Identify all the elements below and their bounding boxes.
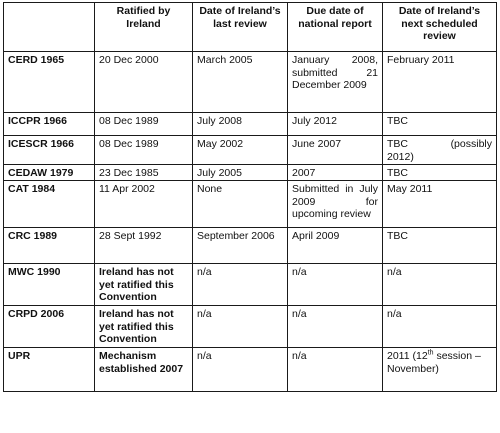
report-due-cell: January 2008, submitted 21 December 2009 (288, 52, 383, 113)
table-row (4, 165, 497, 181)
ratified-cell: 28 Sept 1992 (95, 228, 193, 264)
next-review-cell: n/a (383, 306, 497, 348)
ratified-cell: 20 Dec 2000 (95, 52, 193, 113)
last-review-cell: March 2005 (193, 52, 288, 113)
convention-cell: UPR (4, 348, 95, 392)
last-review-cell: n/a (193, 306, 288, 348)
table-row (4, 348, 497, 392)
next-review-post: session – November) (387, 350, 481, 375)
report-due-cell: n/a (288, 348, 383, 392)
table-row (4, 228, 497, 264)
ratified-cell: Ireland has not yet ratified this Convention (95, 306, 193, 348)
ratified-cell: 23 Dec 1985 (95, 165, 193, 181)
next-review-cell: n/a (383, 264, 497, 306)
treaty-review-table (3, 2, 497, 392)
table-row (4, 264, 497, 306)
ratified-cell: Mechanism established 2007 (95, 348, 193, 392)
table-row (4, 113, 497, 136)
next-review-cell: TBC (383, 165, 497, 181)
ratified-cell: Ireland has not yet ratified this Convention (95, 264, 193, 306)
convention-cell: CRPD 2006 (4, 306, 95, 348)
convention-cell: ICCPR 1966 (4, 113, 95, 136)
next-review-status: TBC (387, 138, 408, 150)
next-review-pre: 2011 (12 (387, 350, 428, 362)
ratified-cell: 08 Dec 1989 (95, 136, 193, 165)
report-due-cell: July 2012 (288, 113, 383, 136)
header-report-due: Due date of national report (288, 3, 383, 52)
header-last-review: Date of Ireland’s last review (193, 3, 288, 52)
next-review-cell (383, 136, 497, 165)
header-convention (4, 3, 95, 52)
convention-cell: CAT 1984 (4, 181, 95, 228)
header-next-review: Date of Ireland’s next scheduled review (383, 3, 497, 52)
report-due-cell: June 2007 (288, 136, 383, 165)
table-row (4, 136, 497, 165)
table-row (4, 306, 497, 348)
next-review-cell: TBC (383, 113, 497, 136)
convention-cell: CEDAW 1979 (4, 165, 95, 181)
next-review-cell (383, 348, 497, 392)
last-review-cell: July 2008 (193, 113, 288, 136)
report-due-cell: Submitted in July 2009 for upcoming review (288, 181, 383, 228)
last-review-cell: September 2006 (193, 228, 288, 264)
table-row (4, 52, 497, 113)
next-review-line (387, 138, 492, 151)
table-header (4, 3, 497, 52)
convention-cell: ICESCR 1966 (4, 136, 95, 165)
header-ratified: Ratified by Ireland (95, 3, 193, 52)
last-review-cell: n/a (193, 264, 288, 306)
last-review-cell: n/a (193, 348, 288, 392)
ratified-cell: 11 Apr 2002 (95, 181, 193, 228)
table-body (4, 52, 497, 392)
last-review-cell: None (193, 181, 288, 228)
report-due-cell: 2007 (288, 165, 383, 181)
ordinal-suffix: th (427, 349, 434, 357)
next-review-cell: TBC (383, 228, 497, 264)
next-review-year: 2012) (387, 150, 414, 163)
report-due-cell: April 2009 (288, 228, 383, 264)
convention-cell: MWC 1990 (4, 264, 95, 306)
next-review-cell: February 2011 (383, 52, 497, 113)
table-row (4, 181, 497, 228)
convention-cell: CERD 1965 (4, 52, 95, 113)
next-review-note: (possibly (450, 138, 492, 150)
ratified-cell: 08 Dec 1989 (95, 113, 193, 136)
report-due-cell: n/a (288, 264, 383, 306)
report-due-cell: n/a (288, 306, 383, 348)
header-row (4, 3, 497, 52)
last-review-cell: May 2002 (193, 136, 288, 165)
next-review-cell: May 2011 (383, 181, 497, 228)
convention-cell: CRC 1989 (4, 228, 95, 264)
last-review-cell: July 2005 (193, 165, 288, 181)
